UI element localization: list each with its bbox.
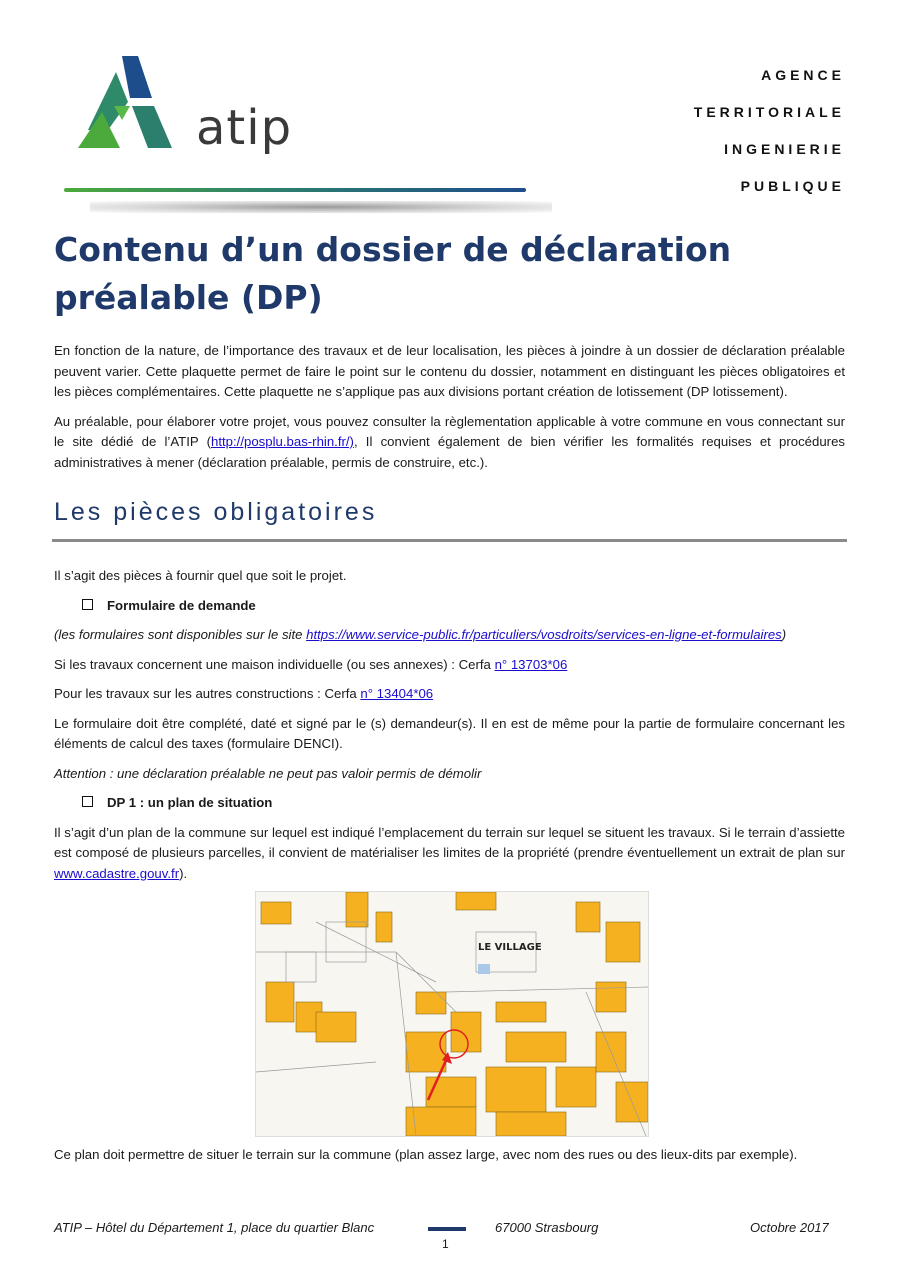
form-note-end: ) bbox=[781, 627, 787, 642]
agency-line-1: AGENCE bbox=[761, 67, 845, 83]
form-note-text: (les formulaires sont disponibles sur le site bbox=[54, 627, 307, 642]
dp1-text: Il s’agit d’un plan de la commune sur lequel est indiqué l’emplacement du terrain sur lequel se situent les travaux. Si le terrain d’assiette est composé de plusieurs parcelles, il convient de matérialiser les limites de la propriété (prendre éventuellement un extrait de plan sur bbox=[54, 824, 845, 860]
cerfa-13703-link[interactable]: n° 13703*06 bbox=[494, 656, 568, 672]
agency-line-4: PUBLIQUE bbox=[740, 178, 845, 194]
checkbox-icon bbox=[82, 599, 93, 610]
intro-p2-text-end: , Il convient également de bien vérifier les formalités requises et procédures administratives à mener (déclaration préalable, permis de construire, etc.). bbox=[54, 434, 845, 470]
agency-line-2: TERRITORIALE bbox=[693, 104, 845, 120]
map-parcel bbox=[451, 1012, 481, 1052]
map-parcel bbox=[496, 1112, 566, 1136]
map-parcel bbox=[316, 1012, 356, 1042]
intro-p2-text: Au préalable, pour élaborer votre projet, vous pouvez consulter la règlementation applicable à votre commune en vous connectant sur le site dédié de l’ATIP ( bbox=[54, 413, 845, 449]
map-parcel bbox=[576, 902, 600, 932]
page-number-bar bbox=[428, 1227, 466, 1231]
checklist-item-dp1 bbox=[54, 793, 845, 814]
cerfa-maison bbox=[54, 655, 845, 676]
cerfa-autres bbox=[54, 684, 845, 705]
form-completion: Le formulaire doit être complété, daté et signé par le (s) demandeur(s). Il en est de même pour la partie de formulaire concernant les éléments de calcul des taxes (formulaire DENCI). bbox=[54, 715, 845, 751]
logo-shape-top bbox=[122, 56, 152, 98]
cerfa-maison-text: Si les travaux concernent une maison individuelle (ou ses annexes) : Cerfa bbox=[54, 656, 495, 672]
map-parcel bbox=[261, 902, 291, 924]
map-parcel bbox=[496, 1002, 546, 1022]
form-note bbox=[54, 625, 845, 646]
page-number: 1 bbox=[442, 1237, 449, 1251]
dp1-text-end: ). bbox=[179, 865, 188, 881]
document-body bbox=[54, 341, 845, 1175]
map-parcel bbox=[596, 982, 626, 1012]
map-pond bbox=[478, 964, 490, 974]
intro-paragraph-1: En fonction de la nature, de l’importance des travaux et de leur localisation, les pièces à joindre à un dossier de déclaration préalable peuvent varier. Cette plaquette permet de faire le point sur le contenu du dossier, notamment en distinguant les pièces obligatoires et les pièces complémentaires. Cette plaquette ne s’applique pas aux divisions portant création de lotissement (DP lotissement). bbox=[54, 343, 845, 399]
agency-line-3: INGENIERIE bbox=[724, 141, 845, 157]
footer-date: Octobre 2017 bbox=[750, 1220, 829, 1235]
header-gradient-rule bbox=[64, 188, 526, 192]
map-parcel bbox=[506, 1032, 566, 1062]
cadastre-map bbox=[256, 892, 648, 1136]
footer-address: ATIP – Hôtel du Département 1, place du quartier Blanc bbox=[54, 1220, 375, 1235]
map-parcel bbox=[556, 1067, 596, 1107]
map-parcel bbox=[606, 922, 640, 962]
map-parcel bbox=[376, 912, 392, 942]
intro-paragraph-2 bbox=[54, 412, 845, 474]
map-parcel bbox=[406, 1107, 476, 1136]
logo-text: atip bbox=[196, 100, 293, 156]
page-title: Contenu d’un dossier de déclaration préalable (DP) bbox=[54, 230, 732, 317]
service-public-link[interactable]: https://www.service-public.fr/particuliers/vosdroits/services-en-ligne-et-formulaires bbox=[306, 627, 782, 642]
map-parcel bbox=[426, 1077, 476, 1107]
map-parcel bbox=[486, 1067, 546, 1112]
cadastre-link[interactable]: www.cadastre.gouv.fr bbox=[54, 865, 180, 881]
agency-name bbox=[694, 57, 845, 205]
section-intro: Il s’agit des pièces à fournir quel que soit le projet. bbox=[54, 568, 347, 583]
map-parcel bbox=[266, 982, 294, 1022]
map-village-label: LE VILLAGE bbox=[478, 942, 542, 953]
map-caption: Ce plan doit permettre de situer le terrain sur la commune (plan assez large, avec nom des rues ou des lieux-dits par exemple). bbox=[54, 1147, 798, 1162]
dp1-heading: DP 1 : un plan de situation bbox=[107, 795, 273, 810]
footer-city: 67000 Strasbourg bbox=[495, 1220, 599, 1235]
logo-shape-left bbox=[88, 72, 128, 130]
cadastre-map-image bbox=[255, 891, 649, 1137]
map-parcel bbox=[406, 1032, 446, 1072]
header-rule-shadow bbox=[90, 201, 552, 213]
cerfa-autres-text: Pour les travaux sur les autres constructions : Cerfa bbox=[54, 686, 361, 701]
section-divider bbox=[52, 539, 847, 542]
checkbox-icon bbox=[82, 796, 93, 807]
checklist-item-form bbox=[54, 596, 845, 617]
form-heading: Formulaire de demande bbox=[107, 597, 256, 613]
posplu-link[interactable]: http://posplu.bas-rhin.fr/) bbox=[211, 434, 354, 449]
section-title: Les pièces obligatoires bbox=[54, 498, 378, 526]
logo-shape-right bbox=[132, 106, 172, 148]
map-parcel bbox=[416, 992, 446, 1014]
attention-note: Attention : une déclaration préalable ne peut pas valoir permis de démolir bbox=[54, 765, 482, 781]
cerfa-13404-link[interactable]: n° 13404*06 bbox=[360, 686, 434, 701]
dp1-description bbox=[54, 823, 845, 885]
map-parcel bbox=[456, 892, 496, 910]
